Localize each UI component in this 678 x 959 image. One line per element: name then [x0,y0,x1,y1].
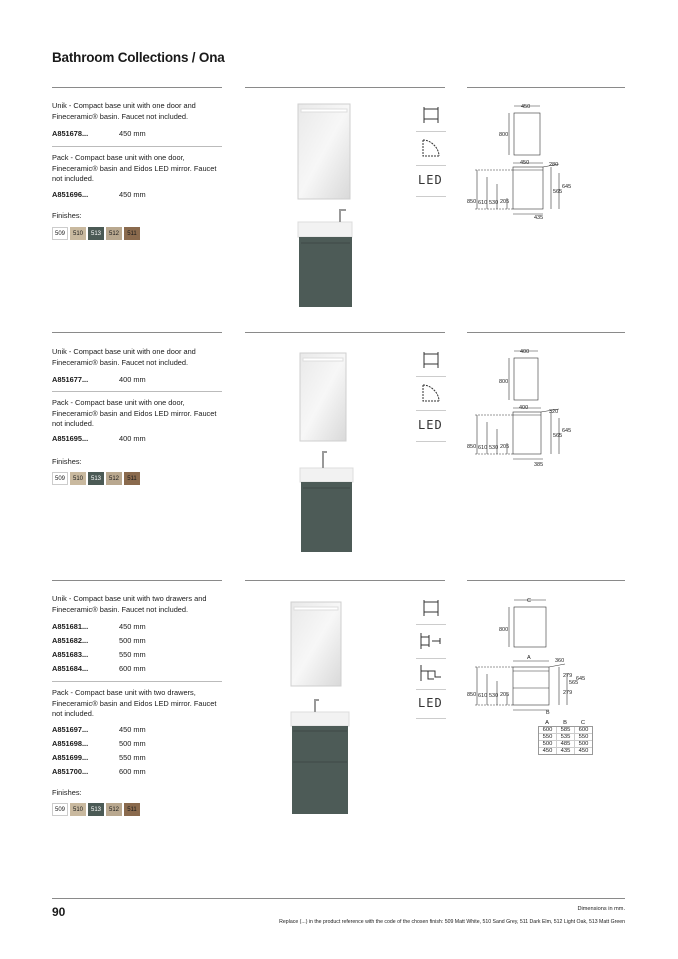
siphon-icon [418,662,444,684]
divider [416,689,446,690]
product-code: A851697... [52,725,89,734]
faucet [340,210,346,222]
divider [416,441,446,442]
table-cell: 485 [557,741,575,747]
product-code: A851700... [52,767,89,776]
mirror [298,104,350,199]
section-rule [467,580,625,581]
dim-label: 850 [467,199,477,205]
divider [416,624,446,625]
unik-description: Unik - Compact base unit with two drawers and Fineceramic® basin. Faucet not included. [52,594,207,614]
pack-description: Pack - Compact base unit with two drawers, Fineceramic® basin and Eidos LED mirror. Faucet not included. [52,688,217,718]
led-icon: LED [418,696,443,710]
table-cell: 500 [578,741,589,747]
table-cell: 550 [539,734,557,740]
dimensions-note: Dimensions in mm. [577,906,625,912]
dim-label: 360 [555,658,565,664]
dim-label: 280 [549,162,559,168]
section-rule [245,580,445,581]
table-cell: 450 [539,748,557,754]
mirror-wall-icon [420,598,442,618]
mirror [291,602,341,686]
cabinet [299,237,352,307]
table-cell: 500 [539,741,557,747]
dim-label: 450 [521,104,531,110]
product-photo-3 [245,594,410,824]
product-code: A851695... [52,434,89,443]
mirror [300,353,346,441]
divider [52,391,222,392]
dim-label: 610 [478,693,488,699]
swatch-512: 512 [106,472,122,485]
dim-label: 530 [489,445,499,451]
product-code: A851677... [52,375,89,384]
dim-label: 565 [553,189,563,195]
soft-close-icon [420,137,442,159]
swatch-510: 510 [70,803,86,816]
dim-label: 400 [519,405,529,411]
product-code: A851699... [52,753,89,762]
section-rule [245,87,445,88]
basin [291,712,349,726]
page-number: 90 [52,905,66,919]
product-size: 550 mm [119,753,146,762]
swatch-510: 510 [70,472,86,485]
table-body [538,726,593,755]
dim-label: 850 [467,692,477,698]
drawer-outlet-icon [418,630,444,652]
dim-label: 610 [478,445,488,451]
section-rule [52,580,222,581]
dim-label: 565 [553,433,563,439]
page-title: Bathroom Collections / Ona [52,50,225,65]
dim-label: 610 [478,200,488,206]
swatch-509: 509 [52,227,68,240]
product-size: 450 mm [119,622,146,631]
mirror-wall-icon [420,350,442,370]
dim-label: 645 [562,184,572,190]
table-header-cell: A [545,720,549,726]
product-size: 600 mm [119,664,146,673]
dim-label: B [546,710,550,716]
dim-label: 565 [569,680,579,686]
divider [52,146,222,147]
technical-drawing-1 [467,98,627,228]
divider [416,131,446,132]
product-size: 550 mm [119,650,146,659]
faucet [315,700,319,712]
cabinet [292,726,348,814]
table-cell: 450 [578,748,589,754]
dim-label: 450 [520,160,530,166]
faucet [323,452,327,468]
dimension-table [538,720,593,755]
table-row [539,734,592,741]
dim-label: 530 [489,693,499,699]
footer-rule [52,898,625,899]
dim-label: 320 [549,409,559,415]
dim-label: 205 [500,199,510,205]
swatch-512: 512 [106,227,122,240]
table-row [539,748,592,754]
product-code: A851698... [52,739,89,748]
dim-label: 800 [499,379,509,385]
product-code: A851696... [52,190,89,199]
basin [298,222,352,237]
basin [300,468,353,482]
mirror-led-strip [301,109,347,112]
swatch-512: 512 [106,803,122,816]
swatch-511: 511 [124,472,140,485]
dim-label: 400 [520,349,530,355]
finish-replace-note: Replace (...) in the product reference with the code of the chosen finish: 509 Matt White, 510 Sand Grey, 511 Dark Elm, 512 Light Oak, 513 Matt Green [279,919,625,925]
table-row [539,727,592,734]
dim-label: 435 [534,215,544,221]
table-cell: 585 [557,727,575,733]
finishes-label: Finishes: [52,788,82,797]
product-code: A851678... [52,129,89,138]
divider [416,718,446,719]
swatch-511: 511 [124,803,140,816]
swatch-513: 513 [88,472,104,485]
swatch-509: 509 [52,803,68,816]
product-size: 500 mm [119,636,146,645]
dim-label: 850 [467,444,477,450]
technical-drawing-2 [467,343,627,473]
dim-label: A [527,655,531,661]
pack-description: Pack - Compact base unit with one door, Fineceramic® basin and Eidos LED mirror. Faucet not included. [52,153,217,183]
dim-label: 205 [500,692,510,698]
pack-description: Pack - Compact base unit with one door, Fineceramic® basin and Eidos LED mirror. Faucet not included. [52,398,217,428]
table-cell: 550 [578,734,589,740]
soft-close-icon [420,382,442,404]
finishes-label: Finishes: [52,457,82,466]
section-rule [245,332,445,333]
table-cell: 600 [578,727,589,733]
dim-label: 800 [499,627,509,633]
section-rule [52,332,222,333]
product-size: 400 mm [119,434,146,443]
dim-label: 279 [563,690,573,696]
section-rule [467,332,625,333]
product-size: 400 mm [119,375,146,384]
finishes-label: Finishes: [52,211,82,220]
unik-description: Unik - Compact base unit with one door and Fineceramic® basin. Faucet not included. [52,347,196,367]
swatch-511: 511 [124,227,140,240]
mirror-led-strip [294,607,338,610]
dim-label: 645 [576,676,586,682]
table-cell: 600 [539,727,557,733]
dim-label: 279 [563,673,573,679]
product-code: A851684... [52,664,89,673]
dim-label: 530 [489,200,499,206]
product-info-2 [52,347,227,482]
dim-label: 205 [500,444,510,450]
divider [416,165,446,166]
table-row [539,741,592,748]
table-header-cell: B [563,720,567,726]
swatch-509: 509 [52,472,68,485]
product-code: A851681... [52,622,89,631]
divider [52,681,222,682]
dim-label: C [527,598,531,604]
product-photo-1 [245,96,410,311]
section-rule [467,87,625,88]
led-icon: LED [418,173,443,187]
product-code: A851682... [52,636,89,645]
swatch-513: 513 [88,803,104,816]
mirror-led-strip [303,358,343,361]
finish-swatches [52,472,142,485]
product-size: 450 mm [119,129,146,138]
table-cell: 435 [557,748,575,754]
divider [416,410,446,411]
mirror-wall-icon [420,105,442,125]
cabinet [301,482,352,552]
table-header [538,720,593,726]
product-code: A851683... [52,650,89,659]
table-header-cell: C [580,720,586,726]
swatch-513: 513 [88,227,104,240]
unik-description: Unik - Compact base unit with one door and Fineceramic® basin. Faucet not included. [52,101,196,121]
divider [416,196,446,197]
product-info-3 [52,594,227,813]
product-photo-2 [245,344,410,559]
section-rule [52,87,222,88]
product-size: 450 mm [119,190,146,199]
divider [416,376,446,377]
finish-swatches [52,227,142,240]
led-icon: LED [418,418,443,432]
dim-label: 645 [562,428,572,434]
dim-label: 800 [499,132,509,138]
product-info-1 [52,101,227,237]
product-size: 500 mm [119,739,146,748]
product-size: 600 mm [119,767,146,776]
finish-swatches [52,803,142,816]
swatch-510: 510 [70,227,86,240]
table-cell: 535 [557,734,575,740]
divider [416,658,446,659]
product-size: 450 mm [119,725,146,734]
dim-label: 385 [534,462,544,468]
